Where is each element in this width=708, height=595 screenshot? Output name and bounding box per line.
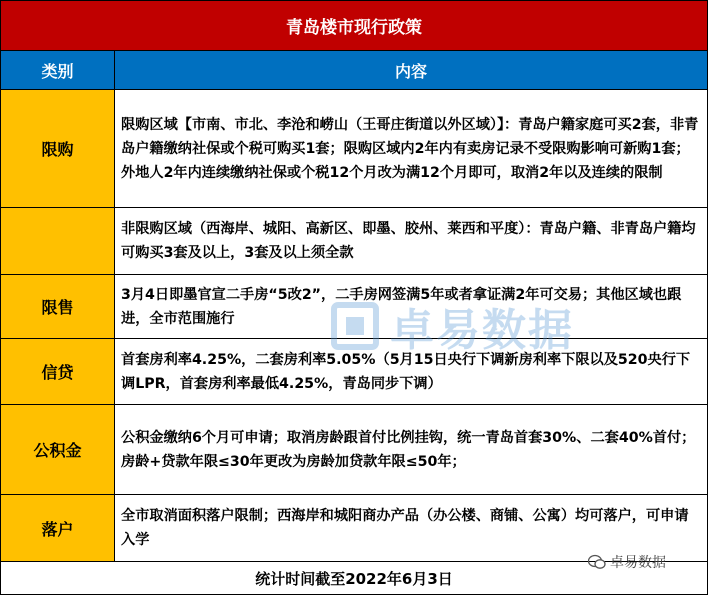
category-cell: 信贷: [1, 339, 115, 405]
wechat-label: 卓易数据: [610, 555, 666, 571]
category-cell-span: [1, 208, 115, 275]
category-cell: 公积金: [1, 405, 115, 495]
content-text: 公积金缴纳6个月可申请；取消房龄跟首付比例挂钩，统一青岛首套30%、二套40%首付；房龄+贷款年限≤30年更改为房龄加贷款年限≤50年；: [121, 429, 696, 470]
content-text: 非限购区域（西海岸、城阳、高新区、即墨、胶州、莱西和平度）：青岛户籍、非青岛户籍均可购买3套及以上，3套及以上须全款: [121, 221, 696, 261]
stat-date-footer: 统计时间截至2022年6月3日: [255, 569, 453, 588]
category-cell: 落户: [1, 495, 115, 562]
content-text: 限购区域【市南、市北、李沧和崂山（王哥庄街道以外区域）】：青岛户籍家庭可买2套，非青岛户籍缴纳社保或个税可购买1套；限购区域内2年内有卖房记录不受限购影响可新购1套；外地人2年内连续缴纳社保或个税12个月改为满12个月即可，取消2年以及连续的限制: [121, 116, 699, 181]
wechat-icon: [588, 554, 606, 570]
content-text: 3月4日即墨官宣二手房“5改2”，二手房网签满5年或者拿证满2年可交易；其他区域也跟进，全市范围施行: [121, 286, 682, 327]
content-text: 首套房利率4.25%，二套房利率5.05%（5月15日央行下调新房利率下限以及520央行下调LPR，首套房利率最低4.25%，青岛同步下调）: [121, 351, 691, 392]
column-header-content: 内容: [115, 51, 707, 90]
wechat-account: [588, 551, 666, 573]
content-cell: [115, 90, 707, 208]
content-text: 全市取消面积落户限制；西海岸和城阳商办产品（办公楼、商铺、公寓）均可落户，可申请入学: [121, 508, 689, 548]
content-cell: [115, 208, 707, 275]
content-cell: [115, 339, 707, 405]
column-header-category: 类别: [1, 51, 115, 90]
category-cell: 限售: [1, 275, 115, 339]
watermark-text: 卓易数据: [390, 305, 574, 356]
category-cell: 限购: [1, 90, 115, 208]
table-title: 青岛楼市现行政策: [1, 1, 707, 51]
content-cell: [115, 405, 707, 495]
content-cell: [115, 275, 707, 339]
